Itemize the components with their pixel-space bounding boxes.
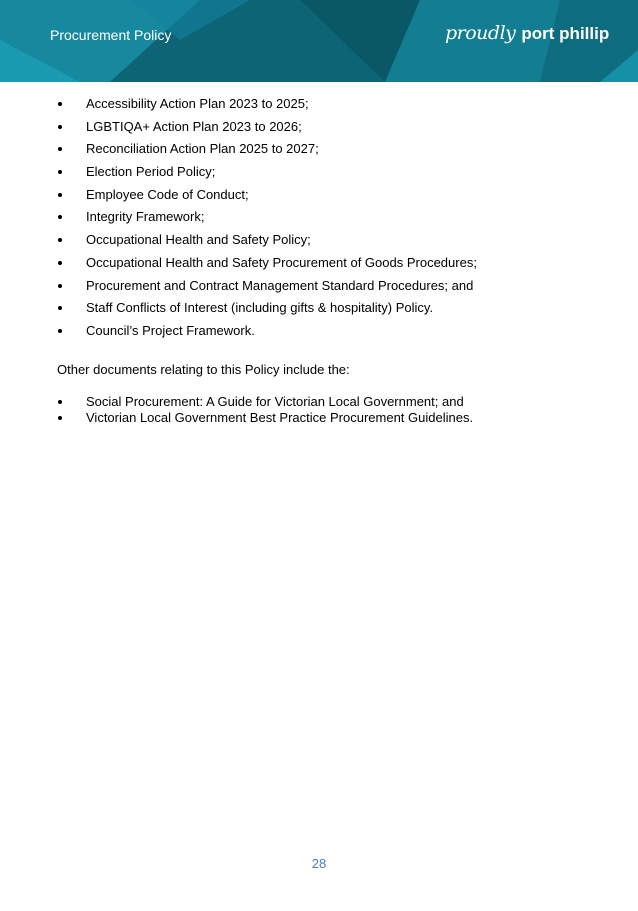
list-item: Reconciliation Action Plan 2025 to 2027; bbox=[57, 141, 477, 156]
other-documents-list bbox=[57, 394, 473, 426]
list-item: Employee Code of Conduct; bbox=[57, 187, 477, 202]
related-policies-list bbox=[57, 96, 477, 346]
list-item: Victorian Local Government Best Practice Procurement Guidelines. bbox=[57, 410, 473, 425]
list-item: LGBTIQA+ Action Plan 2023 to 2026; bbox=[57, 119, 477, 134]
list-item: Occupational Health and Safety Procurement of Goods Procedures; bbox=[57, 255, 477, 270]
logo-script-text: proudly bbox=[445, 22, 516, 44]
page-number: 28 bbox=[311, 856, 327, 871]
document-title: Procurement Policy bbox=[50, 27, 172, 43]
list-item: Social Procurement: A Guide for Victorian Local Government; and bbox=[57, 394, 473, 409]
logo-bold-text: port phillip bbox=[521, 24, 610, 43]
page-header bbox=[0, 0, 638, 82]
list-item: Accessibility Action Plan 2023 to 2025; bbox=[57, 96, 477, 111]
list-item: Integrity Framework; bbox=[57, 209, 477, 224]
list-item: Staff Conflicts of Interest (including gifts & hospitality) Policy. bbox=[57, 300, 477, 315]
list-item: Occupational Health and Safety Policy; bbox=[57, 232, 477, 247]
other-documents-intro: Other documents relating to this Policy include the: bbox=[57, 362, 350, 377]
proudly-port-phillip-logo bbox=[445, 22, 609, 48]
list-item: Election Period Policy; bbox=[57, 164, 477, 179]
list-item: Council’s Project Framework. bbox=[57, 323, 477, 338]
list-item: Procurement and Contract Management Standard Procedures; and bbox=[57, 278, 477, 293]
